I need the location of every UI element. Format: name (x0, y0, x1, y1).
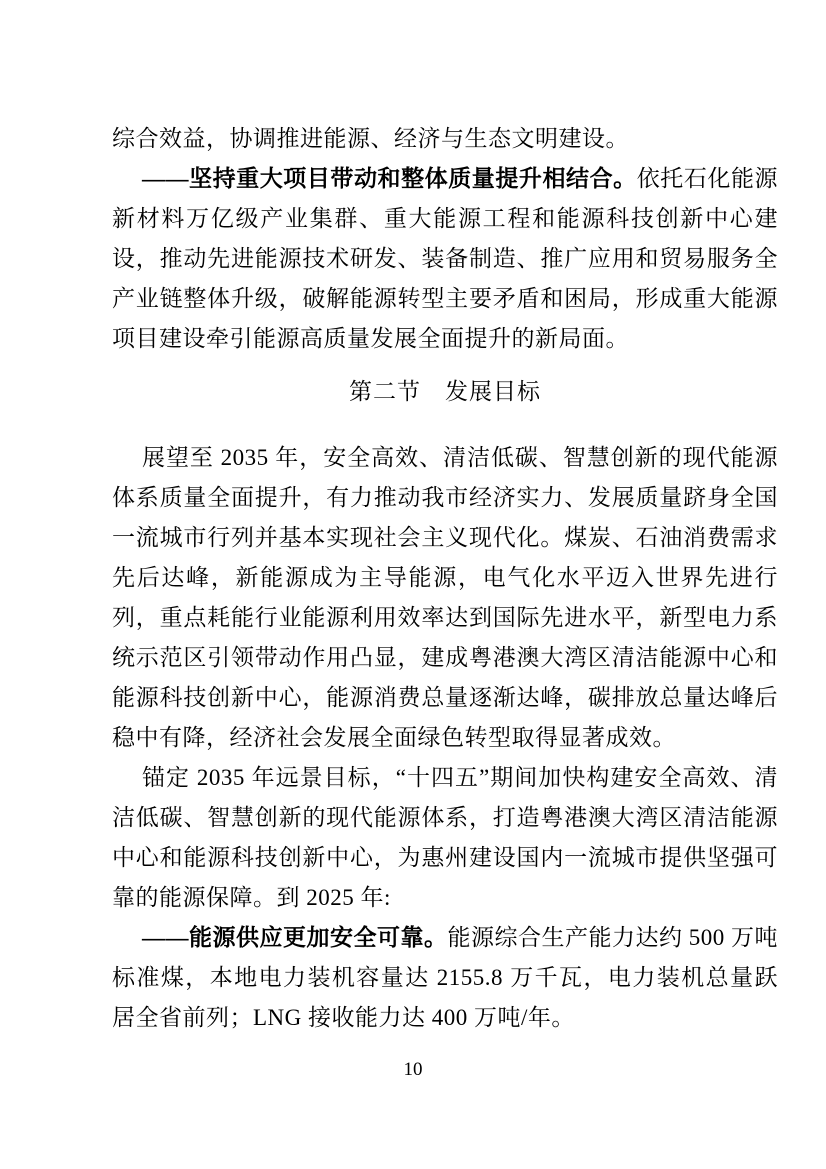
paragraph-anchor-2035: 锚定 2035 年远景目标，“十四五”期间加快构建安全高效、清洁低碳、智慧创新的现代能源体系，打造粤港澳大湾区清洁能源中心和能源科技创新中心，为惠州建设国内一流城市提供坚强可靠的能源保障。到 2025 年: (112, 765, 778, 910)
paragraph-continuation-text: 综合效益，协调推进能源、经济与生态文明建设。 (112, 126, 629, 151)
section-heading: 第二节 发展目标 (349, 379, 541, 404)
paragraph-continuation (112, 119, 778, 159)
paragraph-principle (112, 159, 778, 359)
paragraph-energy-supply-bold-lead: ——能源供应更加安全可靠。 (142, 925, 448, 950)
paragraph-principle-bold-lead: ——坚持重大项目带动和整体质量提升相结合。 (142, 166, 637, 191)
page-number: 10 (403, 1059, 423, 1080)
paragraph-energy-supply (112, 918, 778, 1038)
paragraph-principle-text: 依托石化能源新材料万亿级产业集群、重大能源工程和能源科技创新中心建设，推动先进能源技术研发、装备制造、推广应用和贸易服务全产业链整体升级，破解能源转型主要矛盾和困局，形成重大能源项目建设牵引能源高质量发展全面提升的新局面。 (112, 166, 779, 351)
paragraph-energy-supply-text: 能源综合生产能力达约 500 万吨标准煤，本地电力装机容量达 2155.8 万千瓦，电力装机总量跃居全省前列；LNG 接收能力达 400 万吨/年。 (112, 925, 778, 1030)
paragraph-vision-2035: 展望至 2035 年，安全高效、清洁低碳、智慧创新的现代能源体系质量全面提升，有力推动我市经济实力、发展质量跻身全国一流城市行列并基本实现社会主义现代化。煤炭、石油消费需求先后达峰，新能源成为主导能源，电气化水平迈入世界先进行列，重点耗能行业能源利用效率达到国际先进水平，新型电力系统示范区引领带动作用凸显，建成粤港澳大湾区清洁能源中心和能源科技创新中心，能源消费总量逐渐达峰，碳排放总量达峰后稳中有降，经济社会发展全面绿色转型取得显著成效。 (112, 445, 778, 750)
